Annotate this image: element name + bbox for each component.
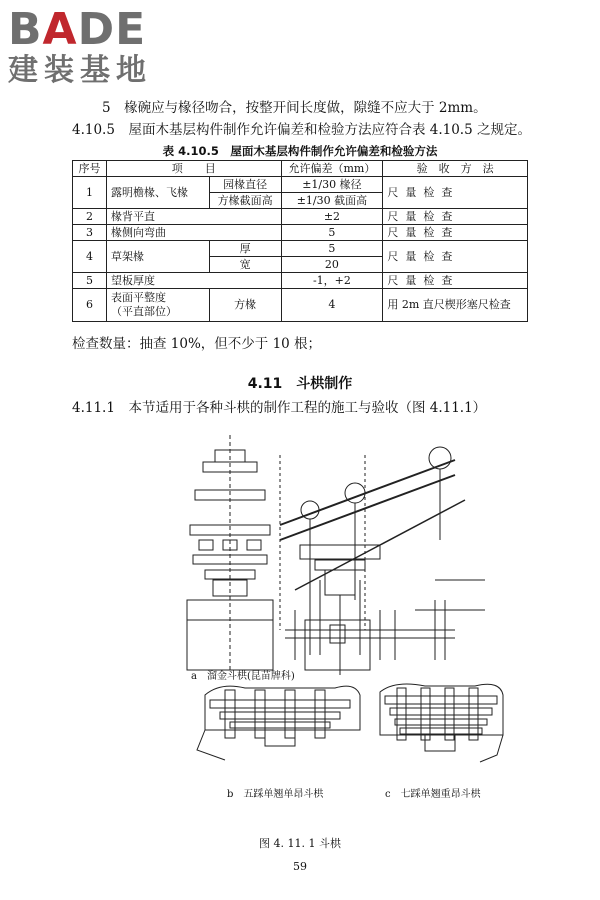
table-row: 2 椽背平直 ±2 尺量检查 bbox=[73, 209, 528, 225]
clause-4-11-1: 4.11.1 本节适用于各种斗栱的制作工程的施工与验收（图 4.11.1） bbox=[72, 400, 487, 416]
table-row: 宽 20 bbox=[73, 257, 528, 273]
dougong-drawing bbox=[185, 430, 510, 812]
brand-logo bbox=[8, 4, 152, 88]
figure-label-b: b 五踩单翘单昂斗栱 bbox=[227, 789, 324, 800]
header-item: 项 目 bbox=[106, 161, 281, 177]
inspection-quantity: 检查数量：抽查 10%，但不少于 10 根； bbox=[72, 336, 322, 352]
section-title: 4.11 斗栱制作 bbox=[247, 376, 353, 392]
table-row: 方椽截面高 ±1/30 截面高 bbox=[73, 193, 528, 209]
header-no: 序号 bbox=[73, 161, 107, 177]
page-number: 59 bbox=[293, 860, 307, 873]
table-row: 1 露明檐椽、飞椽 园椽直径 ±1/30 椽径 尺量检查 bbox=[73, 177, 528, 193]
table-row: 6 表面平整度 （平直部位） 方椽 4 用 2m 直尺楔形塞尺检查 bbox=[73, 289, 528, 322]
tolerance-table bbox=[72, 160, 528, 322]
clause-4-10-5: 4.10.5 屋面木基层构件制作允许偏差和检验方法应符合表 4.10.5 之规定。 bbox=[72, 122, 531, 138]
figure-label-c: c 七踩单翘重昂斗栱 bbox=[385, 789, 481, 800]
dougong-figure bbox=[185, 430, 510, 812]
logo-wordmark: BADE bbox=[8, 4, 147, 55]
figure-caption: 图 4. 11. 1 斗栱 bbox=[259, 837, 341, 850]
table-row: 5 望板厚度 -1，+2 尺量检查 bbox=[73, 273, 528, 289]
table-title: 表 4.10.5 屋面木基层构件制作允许偏差和检验方法 bbox=[162, 144, 438, 158]
logo-chinese-text: 建装基地 bbox=[8, 53, 152, 88]
header-method: 验 收 方 法 bbox=[383, 161, 528, 177]
item-5-text: 5 椽碗应与椽径吻合，按整开间长度做，隙缝不应大于 2mm。 bbox=[102, 100, 487, 116]
figure-label-a: a 溜金斗栱(昆苗牌科) bbox=[191, 671, 295, 682]
table-header-row bbox=[73, 161, 528, 177]
table-row: 3 椽侧向弯曲 5 尺量检查 bbox=[73, 225, 528, 241]
header-tolerance: 允许偏差（mm） bbox=[281, 161, 383, 177]
table-row: 4 草架椽 厚 5 尺量检查 bbox=[73, 241, 528, 257]
